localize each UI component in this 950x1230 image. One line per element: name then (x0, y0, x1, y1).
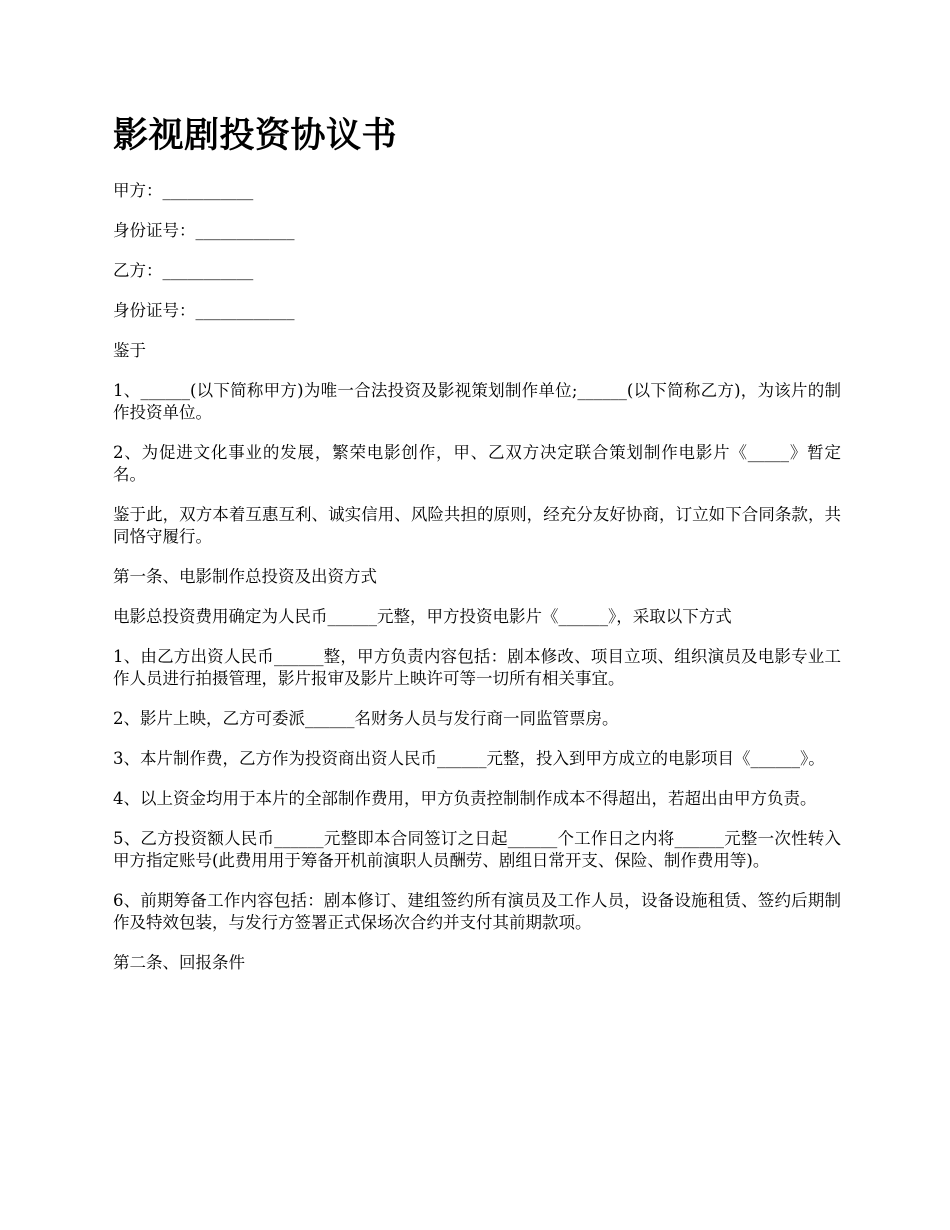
party-a-line: 甲方：___________ (113, 181, 254, 200)
party-b-id-line: 身份证号：____________ (113, 301, 295, 320)
article-1-clause-4: 4、以上资金均用于本片的全部制作费用，甲方负责控制制作成本不得超出，若超出由甲方负责。 (113, 789, 817, 808)
recital-2: 2、为促进文化事业的发展，繁荣电影创作，甲、乙双方决定联合策划制作电影片《_____》暂定名。 (113, 443, 841, 484)
whereas-heading: 鉴于 (113, 341, 146, 360)
party-b-line: 乙方：___________ (113, 261, 254, 280)
party-a-id-line: 身份证号：____________ (113, 221, 295, 240)
article-1-clause-2: 2、影片上映，乙方可委派______名财务人员与发行商一同监管票房。 (113, 709, 619, 728)
article-1-clause-5: 5、乙方投资额人民币______元整即本合同签订之日起______个工作日之内将______元整一次性转入甲方指定账号(此费用用于筹备开机前演职人员酬劳、剧组日常开支、保险、制作费用等)。 (113, 829, 841, 870)
article-1-intro: 电影总投资费用确定为人民币______元整，甲方投资电影片《______》，采取以下方式 (113, 607, 732, 626)
article-1-clause-3: 3、本片制作费，乙方作为投资商出资人民币______元整，投入到甲方成立的电影项目《______》。 (113, 749, 825, 768)
document-title: 影视剧投资协议书 (113, 115, 398, 156)
recital-1: 1、______(以下简称甲方)为唯一合法投资及影视策划制作单位;______(以下简称乙方)，为该片的制作投资单位。 (113, 381, 841, 422)
article-1-heading: 第一条、电影制作总投资及出资方式 (113, 567, 377, 586)
article-1-clause-1: 1、由乙方出资人民币______整，甲方负责内容包括：剧本修改、项目立项、组织演员及电影专业工作人员进行拍摄管理，影片报审及影片上映许可等一切所有相关事宜。 (113, 647, 841, 688)
document-body (113, 180, 841, 992)
article-1-clause-6: 6、前期筹备工作内容包括：剧本修订、建组签约所有演员及工作人员，设备设施租赁、签约后期制作及特效包装，与发行方签署正式保场次合约并支付其前期款项。 (113, 891, 841, 932)
recital-conclusion: 鉴于此，双方本着互惠互利、诚实信用、风险共担的原则，经充分友好协商，订立如下合同条款，共同恪守履行。 (113, 505, 841, 546)
article-2-heading: 第二条、回报条件 (113, 953, 245, 972)
